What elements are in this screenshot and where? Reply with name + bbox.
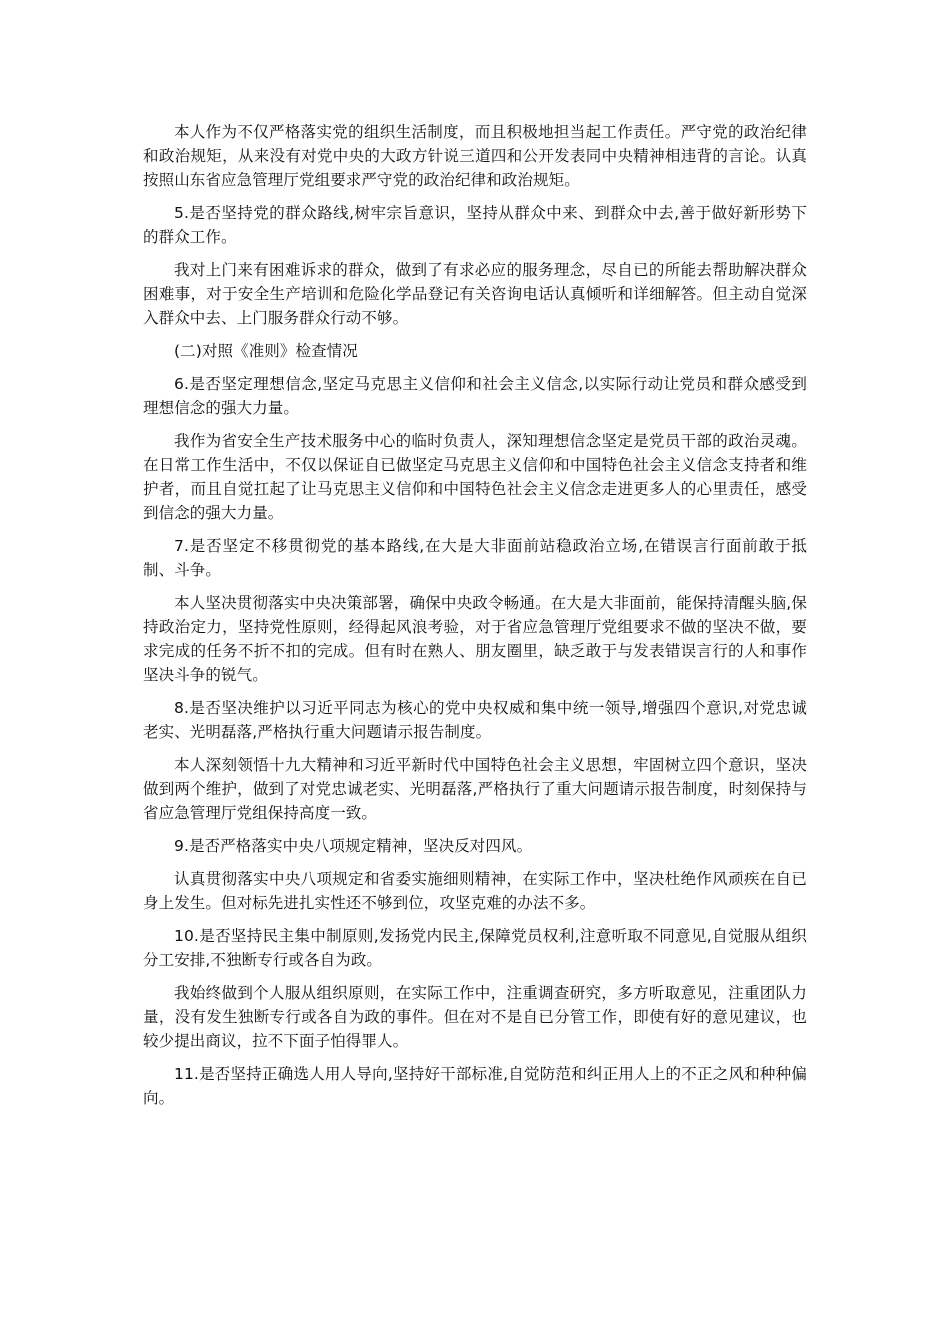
section-heading-guidelines: (二)对照《准则》检查情况 xyxy=(174,342,358,360)
item-9-heading: 9.是否严格落实中央八项规定精神，坚决反对四风。 xyxy=(174,837,533,855)
paragraph-mass-work: 我对上门来有困难诉求的群众，做到了有求必应的服务理念，尽自已的所能去帮助解决群众困难事，对于安全生产培训和危险化学品登记有关咨询电话认真倾听和详细解答。但主动自觉深入群众中去、上门服务群众行动不够。 xyxy=(143,261,807,327)
item-11-heading: 11.是否坚持正确选人用人导向,坚持好干部标准,自觉防范和纠正用人上的不正之风和种种偏向。 xyxy=(143,1065,807,1107)
document-body xyxy=(143,120,807,1119)
paragraph-democratic-centralism: 我始终做到个人服从组织原则，在实际工作中，注重调查研究，多方听取意见，注重团队力量，没有发生独断专行或各自为政的事件。但在对不是自已分管工作，即使有好的意见建议，也较少提出商议，拉不下面子怕得罪人。 xyxy=(143,984,807,1050)
item-8-heading: 8.是否坚决维护以习近平同志为核心的党中央权威和集中统一领导,增强四个意识,对党忠诚老实、光明磊落,严格执行重大问题请示报告制度。 xyxy=(143,699,807,741)
paragraph-eight-rules: 认真贯彻落实中央八项规定和省委实施细则精神，在实际工作中，坚决杜绝作风顽疾在自已身上发生。但对标先进扎实性还不够到位，攻坚克难的办法不多。 xyxy=(143,870,807,912)
paragraph-loyalty: 本人深刻领悟十九大精神和习近平新时代中国特色社会主义思想，牢固树立四个意识，坚决做到两个维护，做到了对党忠诚老实、光明磊落,严格执行了重大问题请示报告制度，时刻保持与省应急管理厅党组保持高度一致。 xyxy=(143,756,807,822)
item-5-heading: 5.是否坚持党的群众路线,树牢宗旨意识，坚持从群众中来、到群众中去,善于做好新形势下的群众工作。 xyxy=(143,204,807,246)
item-7-heading: 7.是否坚定不移贯彻党的基本路线,在大是大非面前站稳政治立场,在错误言行面前敢于抵制、斗争。 xyxy=(143,537,807,579)
paragraph-responsibility: 本人作为不仅严格落实党的组织生活制度，而且积极地担当起工作责任。严守党的政治纪律和政治规矩，从来没有对党中央的大政方针说三道四和公开发表同中央精神相违背的言论。认真按照山东省应急管理厅党组要求严守党的政治纪律和政治规矩。 xyxy=(143,123,807,189)
item-6-heading: 6.是否坚定理想信念,坚定马克思主义信仰和社会主义信念,以实际行动让党员和群众感受到理想信念的强大力量。 xyxy=(143,375,807,417)
item-10-heading: 10.是否坚持民主集中制原则,发扬党内民主,保障党员权利,注意听取不同意见,自觉服从组织分工安排,不独断专行或各自为政。 xyxy=(143,927,807,969)
paragraph-ideals: 我作为省安全生产技术服务中心的临时负责人，深知理想信念坚定是党员干部的政治灵魂。在日常工作生活中，不仅以保证自已做坚定马克思主义信仰和中国特色社会主义信念支持者和维护者，而且自觉扛起了让马克思主义信仰和中国特色社会主义信念走进更多人的心里责任，感受到信念的强大力量。 xyxy=(143,432,807,522)
paragraph-political-stance: 本人坚决贯彻落实中央决策部署，确保中央政令畅通。在大是大非面前，能保持清醒头脑,保持政治定力，坚持党性原则，经得起风浪考验，对于省应急管理厅党组要求不做的坚决不做，要求完成的任务不折不扣的完成。但有时在熟人、朋友圈里，缺乏敢于与发表错误言行的人和事作坚决斗争的锐气。 xyxy=(143,594,807,684)
